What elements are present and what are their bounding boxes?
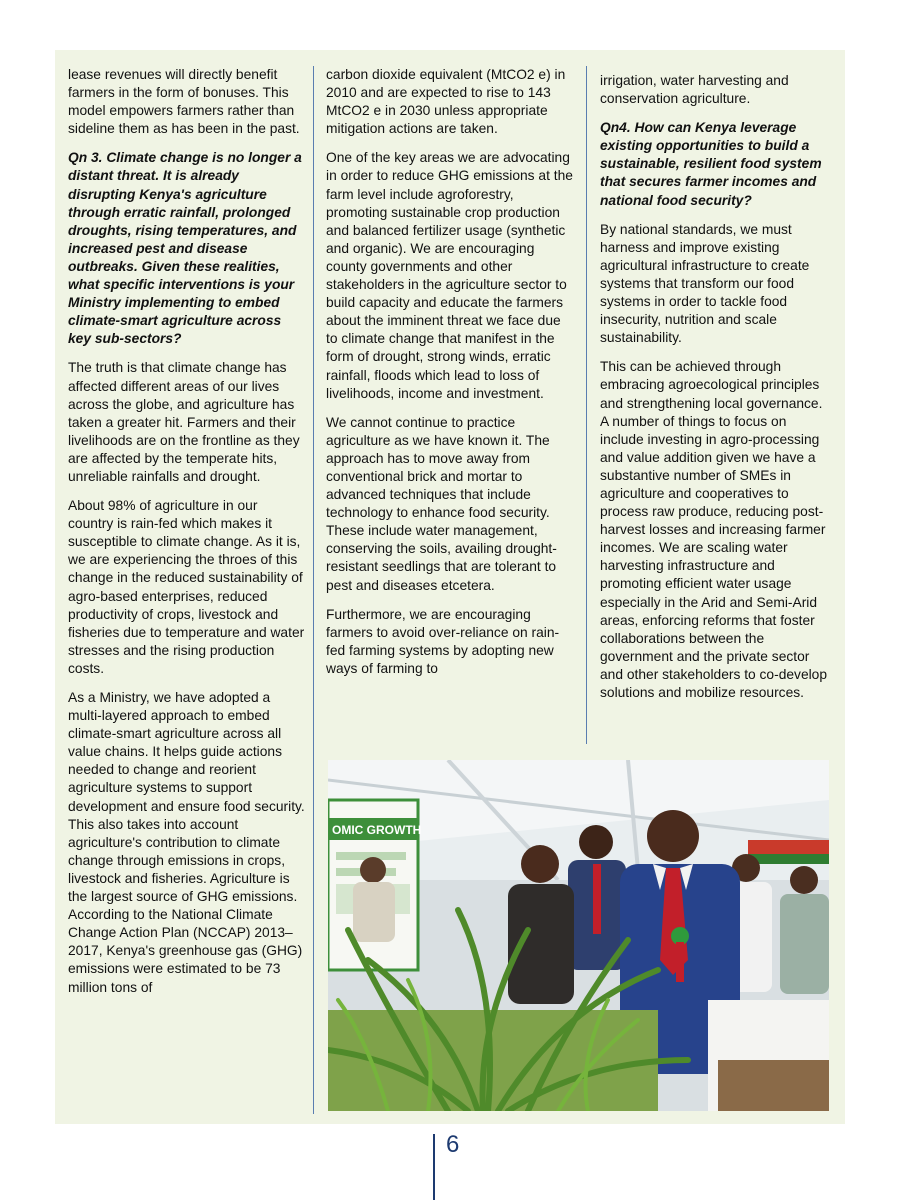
paragraph: About 98% of agriculture in our country is rain-fed which makes it susceptible to climate change. As it is, we are experiencing the throes of this change in the reduced sustainability of agro-based enterprises, reduced productivity of crops, livestock and fisheries due to temperature and water stresses and the rising production costs. bbox=[68, 498, 305, 676]
question-3: Qn 3. Climate change is no longer a distant threat. It is already disrupting Kenya's agriculture through erratic rainfall, prolonged droughts, rising temperatures, and increased pest and disease outbreaks. Given these realities, what specific interventions is your Ministry implementing to embed climate-smart agriculture across key sub-sectors? bbox=[68, 150, 302, 347]
page-number: 6 bbox=[446, 1131, 460, 1158]
article-column-3 bbox=[600, 72, 832, 713]
paragraph: We cannot continue to practice agriculture as we have known it. The approach has to move away from conventional brick and mortar to advanced techniques that include technology to enhance food security. These include water management, conserving the soils, availing drought-resistant seedlings that are tolerant to pest and diseases etcetera. bbox=[326, 414, 557, 593]
article-column-1 bbox=[68, 66, 306, 1008]
paragraph: Furthermore, we are encouraging farmers to avoid over-reliance on rain-fed farming systems by adopting new ways of farming to bbox=[326, 606, 560, 676]
paragraph: irrigation, water harvesting and conservation agriculture. bbox=[600, 73, 789, 107]
banner-text: OMIC GROWTH bbox=[332, 823, 422, 837]
paragraph: By national standards, we must harness and improve existing agricultural infrastructure to create systems that transform our food systems in order to tackle food insecurity, nutrition and scale sustainability. bbox=[600, 221, 810, 346]
article-column-2 bbox=[326, 66, 576, 689]
column-divider bbox=[313, 66, 314, 1114]
photo-illustration bbox=[328, 760, 829, 1111]
paragraph: lease revenues will directly benefit farmers in the form of bonuses. This model empowers farmers rather than sideline them as has been in the past. bbox=[68, 67, 300, 137]
column-divider bbox=[586, 66, 587, 744]
paragraph: One of the key areas we are advocating in order to reduce GHG emissions at the farm level include agroforestry, promoting sustainable crop production and balanced fertilizer usage (synthetic and organic). We are encouraging county governments and other stakeholders in the agriculture sector to build capacity and educate the farmers about the imminent threat we face due to climate change that manifest in the form of drought, strong winds, erratic rainfall, floods which lead to loss of livelihoods, income and investment. bbox=[326, 150, 573, 401]
paragraph: carbon dioxide equivalent (MtCO2 e) in 2010 and are expected to rise to 143 MtCO2 e in 2030 unless appropriate mitigation actions are taken. bbox=[326, 67, 566, 137]
question-4: Qn4. How can Kenya leverage existing opportunities to build a sustainable, resilient food system that secures farmer incomes and national food security? bbox=[600, 120, 822, 208]
paragraph: As a Ministry, we have adopted a multi-layered approach to embed climate-smart agriculture across all value chains. It helps guide actions needed to change and reorient agriculture systems to support development and ensure food security. This also takes into account agriculture's contribution to climate change through emissions in crops, livestock and fisheries. Agriculture is the largest source of GHG emissions. According to the National Climate Change Action Plan (NCCAP) 2013–2017, Kenya's greenhouse gas (GHG) emissions were estimated to be 73 million tons of bbox=[68, 690, 305, 995]
paragraph: The truth is that climate change has affected different areas of our lives across the globe, and agriculture has taken a greater hit. Farmers and their livelihoods are on the frontline as they are affected by the temperate hits, unreliable rainfalls and drought. bbox=[68, 360, 300, 484]
page-number-bar bbox=[433, 1134, 435, 1200]
event-photo bbox=[328, 760, 829, 1111]
paragraph: This can be achieved through embracing agroecological principles and strengthening local governance. A number of things to focus on include investing in agro-processing and value addition given we have a substantive number of SMEs in agriculture and cooperatives to process raw produce, reducing post-harvest losses and increasing farmer incomes. We are scaling water harvesting infrastructure and promoting efficient water usage especially in the Arid and Semi-Arid areas, enforcing reforms that foster collaborations between the government and the private sector and other stakeholders to co-develop solutions and mobilize resources. bbox=[600, 359, 828, 700]
